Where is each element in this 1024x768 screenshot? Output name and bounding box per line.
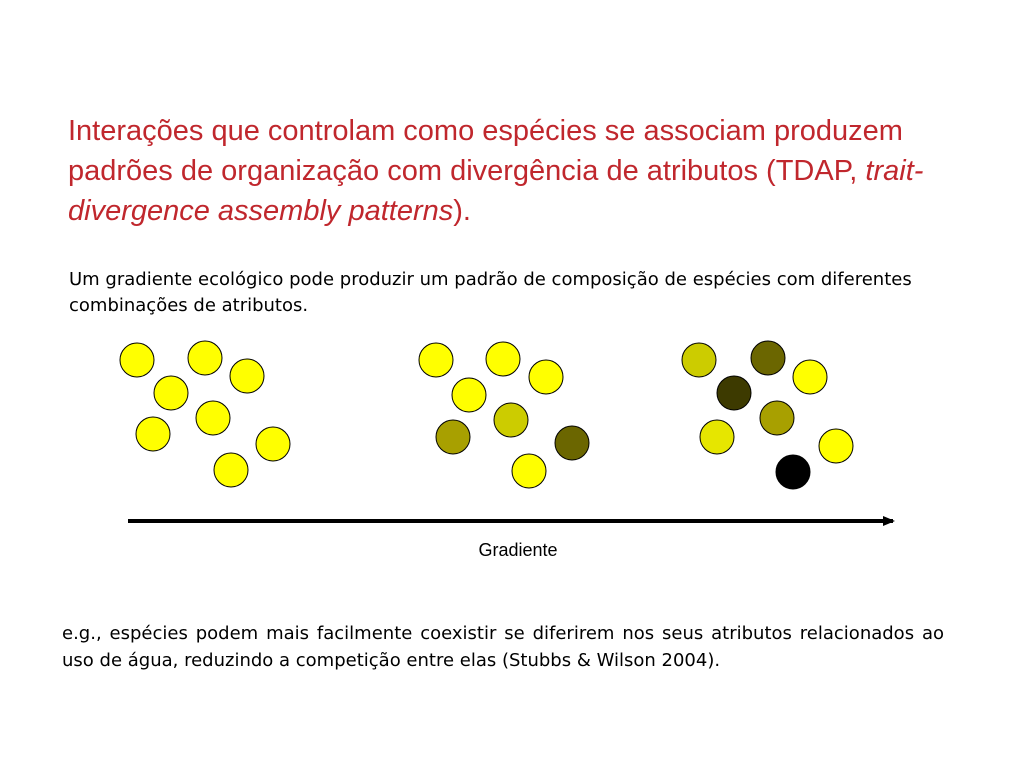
species-circle [188, 341, 222, 375]
example-text: e.g., espécies podem mais facilmente coexistir se diferirem nos seus atributos relacionados ao uso de água, reduzindo a competição entre elas (Stubbs & Wilson 2004). [62, 623, 944, 671]
species-circle [512, 454, 546, 488]
species-circle [793, 360, 827, 394]
species-circle [214, 453, 248, 487]
species-group-2 [419, 342, 589, 488]
species-circle [154, 376, 188, 410]
intro-text: Um gradiente ecológico pode produzir um padrão de composição de espécies com diferentes combinações de atributos. [69, 269, 912, 316]
species-circle [555, 426, 589, 460]
gradient-diagram [0, 320, 1024, 570]
title-main-text: Interações que controlam como espécies se associam produzem padrões de organização com divergência de atributos (TDAP, [68, 115, 903, 187]
species-circle [819, 429, 853, 463]
species-circle [717, 376, 751, 410]
species-circle [436, 420, 470, 454]
gradient-label: Gradiente [478, 540, 558, 560]
species-circle [751, 341, 785, 375]
title-italic-text: trait-divergence assembly patterns [68, 155, 924, 227]
species-group-1 [120, 341, 290, 487]
species-circle [776, 455, 810, 489]
species-circles [120, 341, 853, 489]
species-circle [120, 343, 154, 377]
species-circle [230, 359, 264, 393]
species-circle [760, 401, 794, 435]
species-group-3 [682, 341, 853, 489]
species-circle [196, 401, 230, 435]
species-circle [682, 343, 716, 377]
species-circle [136, 417, 170, 451]
title-suffix-text: ). [453, 195, 471, 227]
species-circle [419, 343, 453, 377]
species-circle [494, 403, 528, 437]
slide-title [68, 111, 968, 231]
species-circle [700, 420, 734, 454]
species-circle [486, 342, 520, 376]
species-circle [452, 378, 486, 412]
species-circle [529, 360, 563, 394]
species-circle [256, 427, 290, 461]
